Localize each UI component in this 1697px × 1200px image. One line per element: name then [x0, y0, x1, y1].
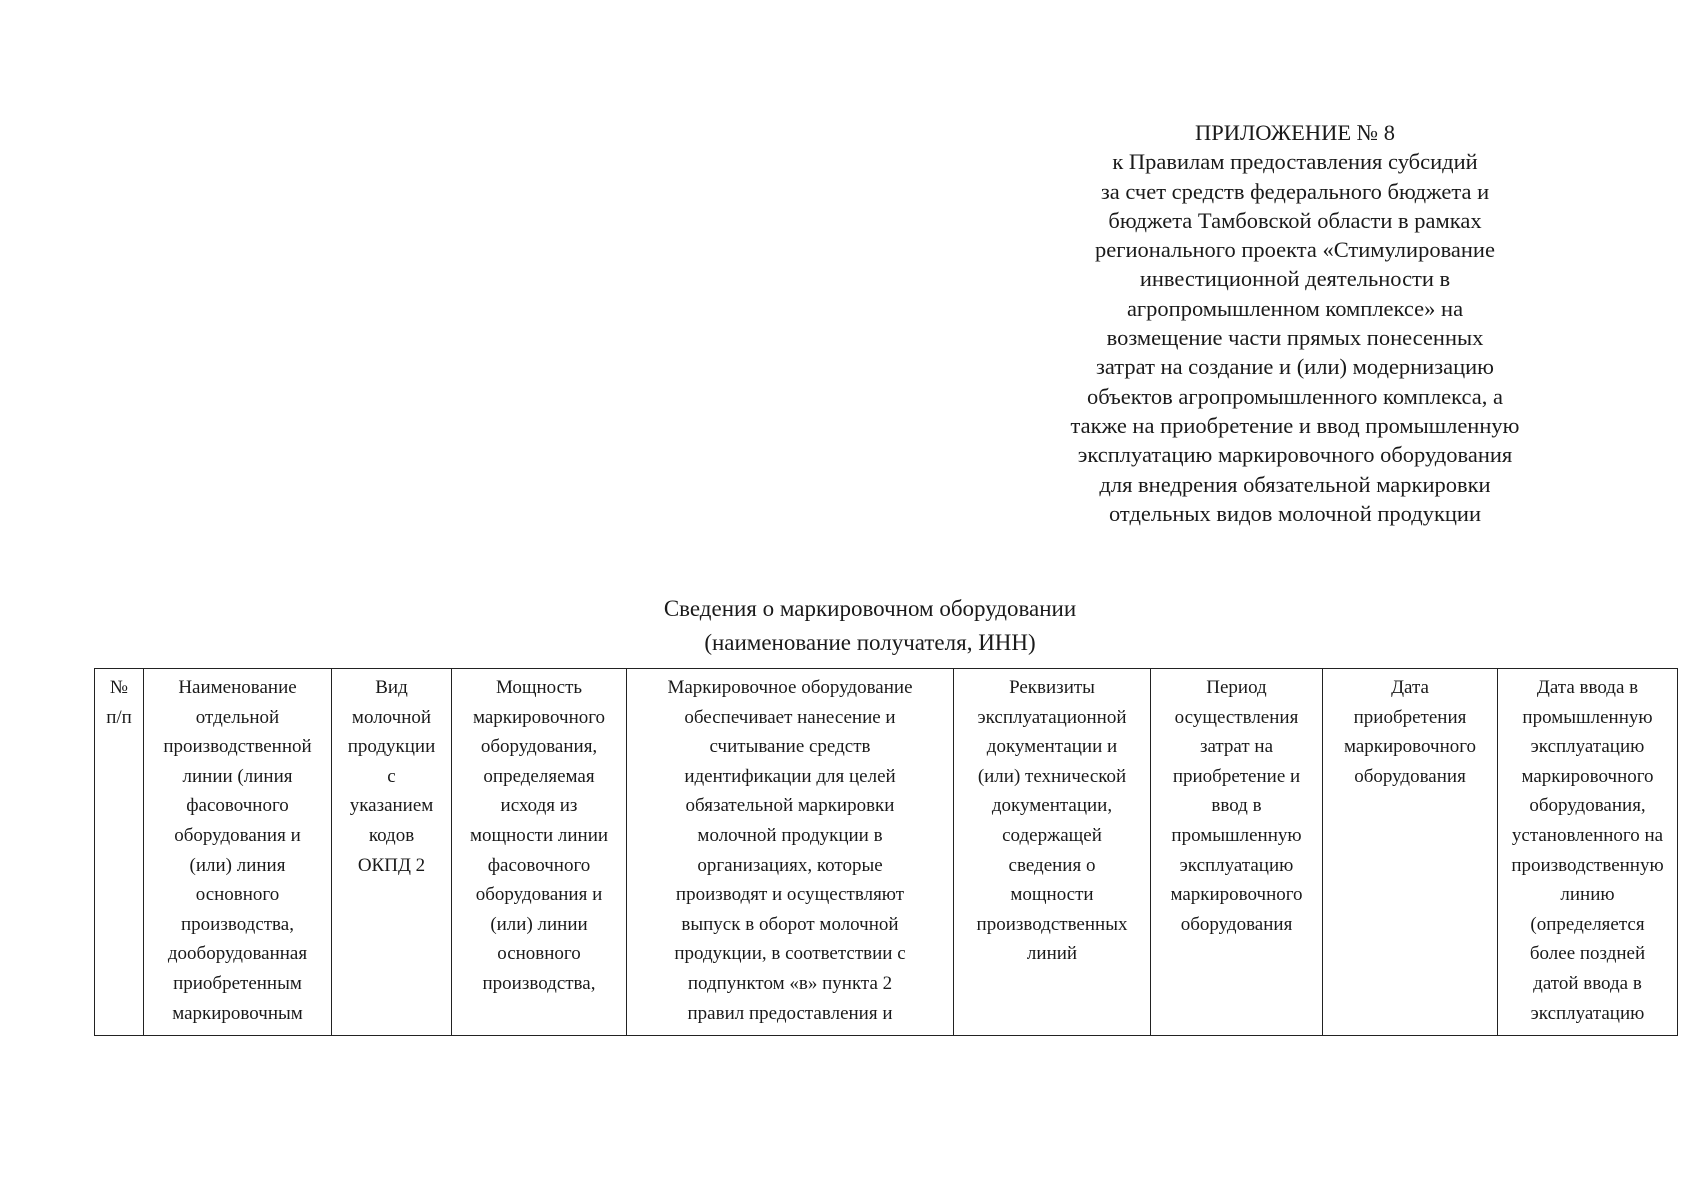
header-cell-product-type: Вид молочной продукции с указанием кодов ОКПД 2: [332, 669, 452, 1036]
appendix-text-line: затрат на создание и (или) модернизацию: [1096, 354, 1494, 380]
appendix-text-line: отдельных видов молочной продукции: [1108, 500, 1482, 526]
header-cell-line-name: Наименование отдельной производственной линии (линия фасовочного оборудования и (или) линия основного производства, дооборудованная приобретенным маркировочным: [144, 669, 332, 1036]
header-cell-purchase-date: Дата приобретения маркировочного оборудования: [1323, 669, 1498, 1036]
header-cell-capacity: Мощность маркировочного оборудования, определяемая исходя из мощности линии фасовочного оборудования и (или) линии основного производства,: [452, 669, 627, 1036]
table-header-row: [95, 669, 1678, 1036]
appendix-text-line: бюджета Тамбовской области в рамках: [1108, 207, 1482, 233]
title-main: Сведения о маркировочном оборудовании: [663, 596, 1077, 621]
appendix-text-line: эксплуатацию маркировочного оборудования: [1077, 442, 1513, 468]
header-cell-number: № п/п: [95, 669, 144, 1036]
appendix-text-line: агропромышленном комплексе» на: [1126, 295, 1464, 321]
appendix-number: ПРИЛОЖЕНИЕ № 8: [1194, 120, 1396, 145]
appendix-text-line: к Правилам предоставления субсидий: [1112, 149, 1478, 175]
appendix-text-line: также на приобретение и ввод промышленную: [1070, 412, 1520, 438]
equipment-table: [94, 668, 1678, 1036]
header-cell-cost-period: Период осуществления затрат на приобретение и ввод в промышленную эксплуатацию маркировочного оборудования: [1151, 669, 1323, 1036]
title-subtitle: (наименование получателя, ИНН): [704, 630, 1036, 655]
appendix-text-line: инвестиционной деятельности в: [1139, 266, 1451, 292]
appendix-text-line: объектов агропромышленного комплекса, а: [1087, 383, 1503, 409]
appendix-text-line: регионального проекта «Стимулирование: [1095, 237, 1495, 263]
header-cell-commissioning-date: Дата ввода в промышленную эксплуатацию маркировочного оборудования, установленного на производственную линию (определяется более поздней датой ввода в эксплуатацию: [1498, 669, 1678, 1036]
header-cell-documentation: Реквизиты эксплуатационной документации и (или) технической документации, содержащей сведения о мощности производственных линий: [954, 669, 1151, 1036]
appendix-text-line: возмещение части прямых понесенных: [1106, 325, 1484, 351]
header-cell-equipment-function: Маркировочное оборудование обеспечивает нанесение и считывание средств идентификации для целей обязательной маркировки молочной продукции в организациях, которые производят и осуществляют выпуск в оборот молочной продукции, в соответствии с подпунктом «в» пункта 2 правил предоставления и: [627, 669, 954, 1036]
appendix-text-line: за счет средств федерального бюджета и: [1100, 178, 1490, 204]
appendix-header: [1000, 118, 1590, 528]
document-title: [560, 592, 1180, 660]
appendix-text-line: для внедрения обязательной маркировки: [1099, 471, 1491, 497]
